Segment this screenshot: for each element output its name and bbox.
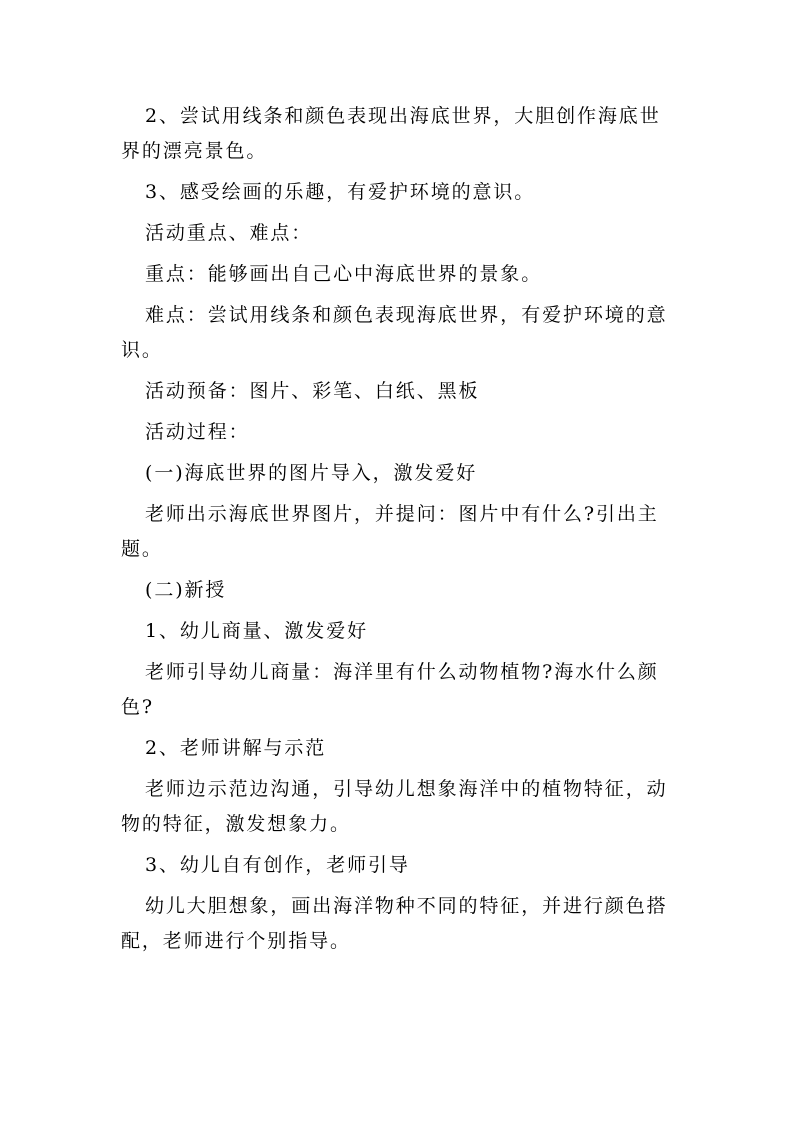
paragraph-preparation: 活动预备：图片、彩笔、白纸、黑板 (145, 380, 480, 402)
paragraph-objective-2: 2、尝试用线条和颜色表现出海底世界，大胆创作海底世界的漂亮景色。 (121, 105, 661, 162)
section-heading-intro: (一)海底世界的图片导入，激发爱好 (145, 462, 478, 484)
step-heading-creation: 3、幼儿自有创作，老师引导 (145, 854, 410, 876)
step-heading-demonstration: 2、老师讲解与示范 (145, 737, 327, 759)
heading-key-points: 活动重点、难点： (145, 222, 313, 244)
paragraph-intro-detail: 老师出示海底世界图片，并提问：图片中有什么?引出主题。 (121, 503, 659, 560)
paragraph-objective-3: 3、感受绘画的乐趣，有爱护环境的意识。 (145, 181, 536, 203)
paragraph-demonstration-detail: 老师边示范边沟通，引导幼儿想象海洋中的植物特征，动物的特征，激发想象力。 (121, 778, 668, 835)
paragraph-discussion-detail: 老师引导幼儿商量：海洋里有什么动物植物?海水什么颜色? (121, 661, 659, 718)
paragraph-key-point: 重点：能够画出自己心中海底世界的景象。 (145, 263, 543, 285)
heading-process: 活动过程： (145, 421, 250, 443)
document-body (121, 99, 677, 965)
paragraph-creation-detail: 幼儿大胆想象，画出海洋物种不同的特征，并进行颜色搭配，老师进行个别指导。 (121, 895, 668, 952)
step-heading-discussion: 1、幼儿商量、激发爱好 (145, 620, 368, 642)
paragraph-difficult-point: 难点：尝试用线条和颜色表现海底世界，有爱护环境的意识。 (121, 304, 668, 361)
section-heading-new-lesson: (二)新授 (145, 579, 227, 601)
